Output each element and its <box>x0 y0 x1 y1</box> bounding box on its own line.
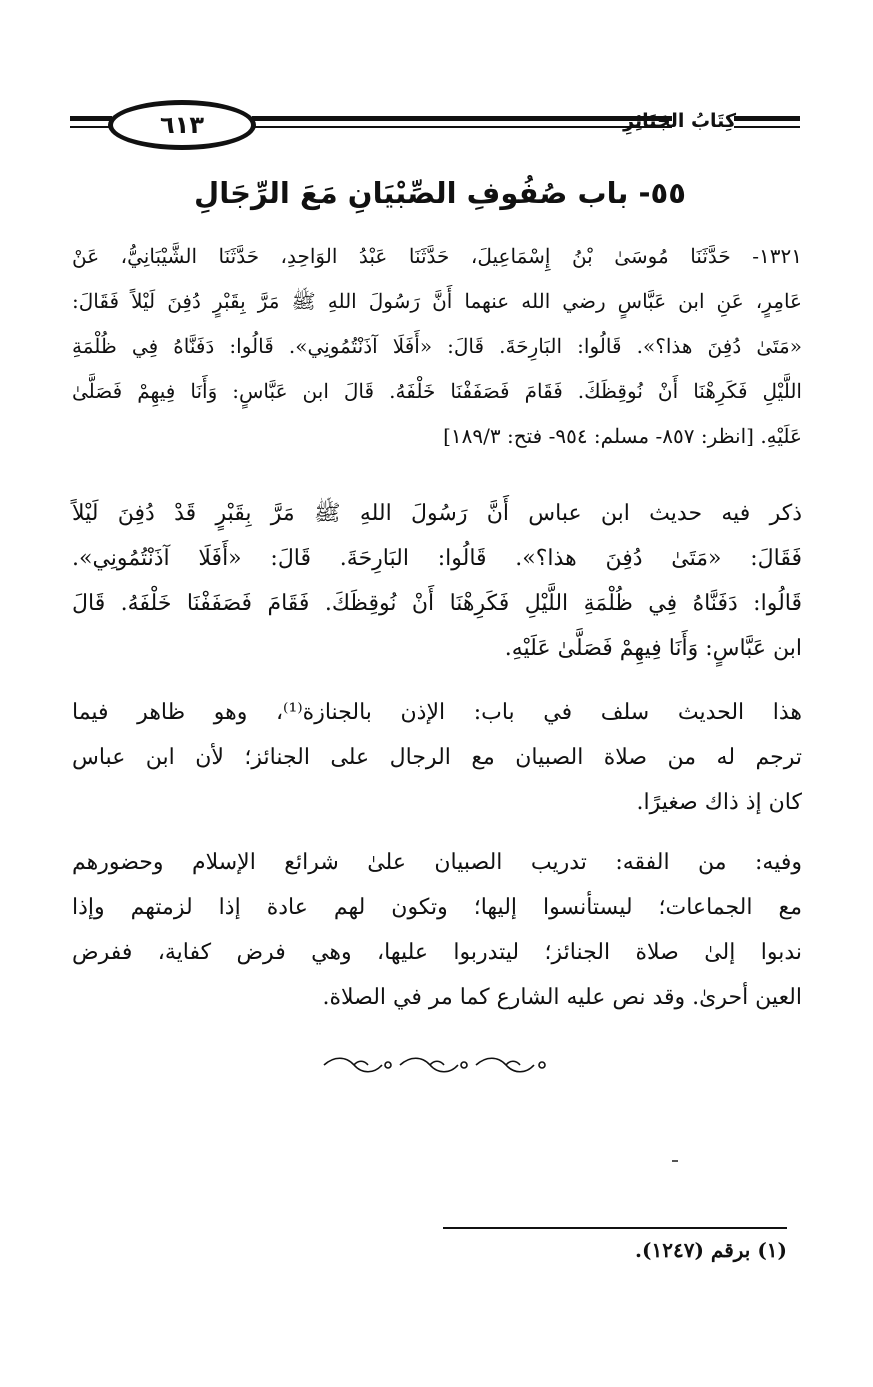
commentary-line: ندبوا إلىٰ صلاة الجنائز؛ ليتدربوا عليها، وهي فرض كفاية، ففرض <box>72 940 802 965</box>
running-header <box>70 96 800 160</box>
page-number-oval <box>108 100 256 150</box>
hadith-line: ١٣٢١- حَدَّثَنَا مُوسَىٰ بْنُ إِسْمَاعِيلَ، حَدَّثَنَا عَبْدُ الوَاحِدِ، حَدَّثَنَا الشَّيْبَانِيُّ، عَنْ <box>72 244 802 268</box>
commentary-line: وفيه: من الفقه: تدريب الصبيان علىٰ شرائع الإسلام وحضورهم <box>72 850 802 875</box>
header-rule-left-thin <box>70 126 112 128</box>
commentary-line: ترجم له من صلاة الصبيان مع الرجال على الجنائز؛ لأن ابن عباس <box>72 745 802 770</box>
commentary-line: ابن عَبَّاسٍ: وَأَنَا فِيهِمْ فَصَلَّىٰ عَلَيْهِ. <box>504 636 802 661</box>
header-rule-middle <box>252 116 672 121</box>
commentary-paragraph <box>72 491 802 671</box>
footnote-rule <box>443 1227 787 1229</box>
hadith-line: عَلَيْهِ. [انظر: ٨٥٧- مسلم: ٩٥٤- فتح: ١٨٩/٣] <box>443 424 802 448</box>
page-number: ٦١٣ <box>160 111 204 139</box>
header-rule-right-thin <box>734 126 800 128</box>
book-title: كِتَابُ الجَنَائِزِ <box>623 110 736 132</box>
section-ornament <box>320 1054 552 1076</box>
header-rule-left <box>70 116 112 121</box>
header-rule-middle-thin <box>252 126 672 128</box>
commentary-line: العين أحرىٰ. وقد نص عليه الشارع كما مر في الصلاة. <box>322 985 802 1010</box>
commentary-line: فَقَالَ: «مَتَىٰ دُفِنَ هذا؟». قَالُوا: البَارِحَةَ. قَالَ: «أَفَلَا آذَنْتُمُونِي». <box>72 546 802 571</box>
footnote: (١) برقم (١٢٤٧). <box>635 1238 787 1262</box>
commentary-line: قَالُوا: دَفَنَّاهُ فِي ظُلْمَةِ اللَّيْلِ فَكَرِهْنَا أَنْ نُوقِظَكَ. فَقَامَ فَصَفَفْنَا خَلْفَهُ. قَالَ <box>72 591 802 616</box>
commentary-line: كان إذ ذاك صغيرًا. <box>636 790 802 815</box>
hadith-line: اللَّيْلِ فَكَرِهْنَا أَنْ نُوقِظَكَ. فَقَامَ فَصَفَفْنَا خَلْفَهُ. قَالَ ابن عَبَّاسٍ: وَأَنَا فِيهِمْ فَصَلَّىٰ <box>72 379 802 403</box>
commentary-paragraph <box>72 840 802 1020</box>
hadith-text <box>72 234 802 459</box>
chapter-title: ٥٥- باب صُفُوفِ الصِّبْيَانِ مَعَ الرِّجَالِ <box>194 176 686 210</box>
print-speck <box>672 1160 678 1162</box>
commentary-line: هذا الحديث سلف في باب: الإذن بالجنازة⁽¹⁾، وهو ظاهر فيما <box>72 700 803 725</box>
commentary-line: ذكر فيه حديث ابن عباس أَنَّ رَسُولَ اللهِ ﷺ مَرَّ بِقَبْرٍ قَدْ دُفِنَ لَيْلاً <box>72 501 802 526</box>
commentary-paragraph <box>72 690 802 825</box>
hadith-line: «مَتَىٰ دُفِنَ هذا؟». قَالُوا: البَارِحَةَ. قَالَ: «أَفَلَا آذَنْتُمُونِي». قَالُوا: دَفَنَّاهُ فِي ظُلْمَةِ <box>72 334 802 358</box>
hadith-line: عَامِرٍ، عَنِ ابن عَبَّاسٍ رضي الله عنهما أَنَّ رَسُولَ اللهِ ﷺ مَرَّ بِقَبْرٍ دُفِنَ لَيْلاً فَقَالَ: <box>72 289 802 313</box>
commentary-line: مع الجماعات؛ ليستأنسوا إليها؛ وتكون لهم عادة إذا لزمتهم وإذا <box>72 895 802 920</box>
header-rule-right <box>734 116 800 121</box>
